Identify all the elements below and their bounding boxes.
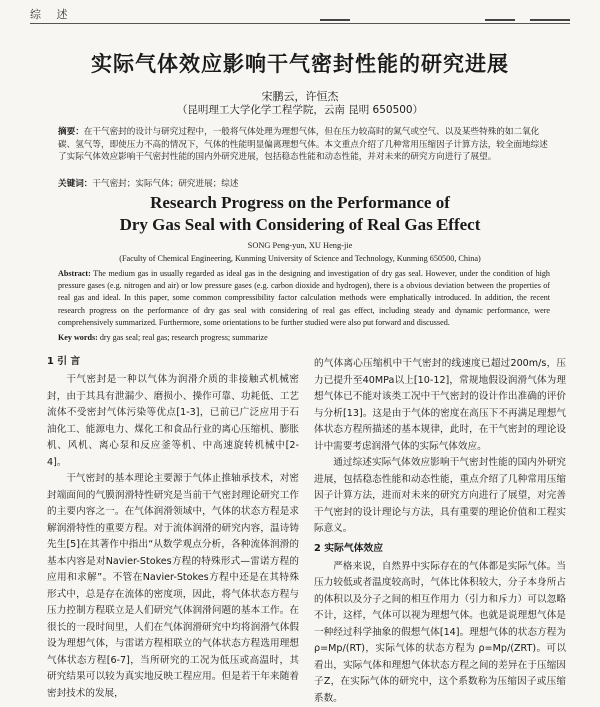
authors-english: SONG Peng-yun, XU Heng-jie xyxy=(0,241,600,250)
section-heading: 2 实际气体效应 xyxy=(314,541,566,557)
title-english xyxy=(0,192,600,236)
running-header xyxy=(30,6,570,24)
keywords-label: Key words: xyxy=(58,333,98,342)
abstract-label: 摘要： xyxy=(58,127,84,137)
affiliation-chinese: （昆明理工大学化学工程学院，云南 昆明 650500） xyxy=(0,102,600,117)
keywords-text: dry gas seal; real gas; research progress; summarize xyxy=(100,333,268,342)
header-dash xyxy=(485,19,515,21)
abstract-text: 在干气密封的设计与研究过程中，一般将气体处理为理想气体，但在压力较高时的氮气或空气、以及某些特殊的如二氧化碳、氢气等，即使压力不高的情况下，气体的性能明显偏离理想气体。本文重点介绍了几种常用压缩因子计算方法，较全面地综述了实际气体效应影响干气密封性能的国内外研究进展，包括稳态性能和动态性能，并对未来的研究方向进行了展望。 xyxy=(58,127,548,162)
authors-chinese: 宋鹏云，许恒杰 xyxy=(0,88,600,104)
abstract-label: Abstract: xyxy=(58,269,91,278)
section-label: 综 述 xyxy=(30,6,74,22)
keywords-label: 关键词： xyxy=(58,179,92,189)
body-column-right xyxy=(314,356,566,680)
body-column-left xyxy=(47,354,299,678)
header-dash xyxy=(320,19,350,21)
keywords-text: 干气密封；实际气体；研究进展；综述 xyxy=(92,179,238,189)
body-paragraph: 严格来说，自然界中实际存在的气体都是实际气体。当压力较低或者温度较高时，气体比体积较大，分子本身所占的体积以及分子之间的相互作用力（引力和斥力）可以忽略不计，这样，气体可以视为理想气体。也就是说理想气体是一种经过科学抽象的假想气体[14]。理想气体的状态方程为 ρ=Mp/(RT)，实际气体的状态方程为 ρ=Mp/(ZRT)。可以看出，实际气体和理想气体状态方程之间的差异在于压缩因子Z，在实际气体的研究中，这个系数称为压缩因子或压缩系数。 xyxy=(314,559,566,707)
title-english-line: Research Progress on the Performance of xyxy=(0,192,600,214)
keywords-english xyxy=(58,333,550,342)
keywords-chinese xyxy=(58,177,550,189)
header-rule xyxy=(30,23,570,24)
abstract-chinese xyxy=(58,126,550,164)
body-paragraph: 干气密封的基本理论主要源于气体止推轴承技术，对密封端面间的气膜润滑特性研究是当前干气密封理论研究工作的主要内容之一。在气体润滑领域中，气体的状态方程是求解润滑特性的重要方程。对于流体润滑的研究内容，温诗铸先生[5]在其著作中指出“从数学观点分析，各种流体润滑的基本内容是对Navier-Stokes方程的特殊形式—雷诺方程的应用和求解”。不管在Navier-Stokes方程中还是在其特殊形式中，总是存在流体的密度项，因此，将气体状态方程与压力控制方程联立是人们研究气体润滑问题的基本工作。在很长的一段时间里，人们在气体润滑研究中均将润滑气体假设为理想气体，与雷诺方程相联立的气体状态方程选用理想气体状态方程[6-7]，当所研究的工况为低压或高温时，其研究结果可以较为真实地反映工程应用。但是若干年来随着密封技术的发展， xyxy=(47,471,299,702)
title-english-line: Dry Gas Seal with Considering of Real Gas Effect xyxy=(0,214,600,236)
title-chinese: 实际气体效应影响干气密封性能的研究进展 xyxy=(0,48,600,78)
body-paragraph: 通过综述实际气体效应影响干气密封性能的国内外研究进展，包括稳态性能和动态性能，重点介绍了几种常用压缩因子计算方法，进而对未来的研究方向进行了展望，对完善干气密封的设计理论与方法，具有重要的理论价值和工程实际意义。 xyxy=(314,455,566,538)
abstract-english xyxy=(58,268,550,329)
body-paragraph: 的气体离心压缩机中干气密封的线速度已超过200m/s，压力已提升至40MPa以上[10-12]，常规地假设润滑气体为理想气体已不能对该类工况中干气密封的设计作出准确的评价与分析[13]。这是由于气体的密度在高压下不再满足理想气体状态方程所描述的基本规律，此时，在干气密封的理论设计中需要考虑润滑气体的实际气体效应。 xyxy=(314,356,566,455)
section-heading: 1 引 言 xyxy=(47,354,299,370)
abstract-text: The medium gas in usually regarded as ideal gas in the designing and investigation of dry gas seal. However, under the condition of high pressure gases (e.g. nitrogen and air) or low pressure gases (e.g. carbon dioxide and hydrogen), there is a obvious deviation between the properties of real gas and ideal. In this paper, some common compressibility factor calculation methods were emphatically introduced. In addition, the recent research progress on the performance of dry gas seal with considering of real gas effect, including steady and dynamic performance, were comprehensively summarized. Furthermore, some orientations to be further studied were also put forward and discussed. xyxy=(58,269,550,327)
affiliation-english: (Faculty of Chemical Engineering, Kunming University of Science and Technology, Kunming 650500, China) xyxy=(0,254,600,263)
header-dash xyxy=(530,19,570,21)
body-paragraph: 干气密封是一种以气体为润滑介质的非接触式机械密封，由于其具有泄漏少、磨损小、操作可靠、功耗低、工艺流体不受密封气体污染等优点[1-3]，已前已广泛应用于石油化工、能源电力、煤化工和食品行业的离心压缩机、膨胀机、风机、离心泵和反应釜等机、中高速旋转机械中[2-4]。 xyxy=(47,372,299,471)
